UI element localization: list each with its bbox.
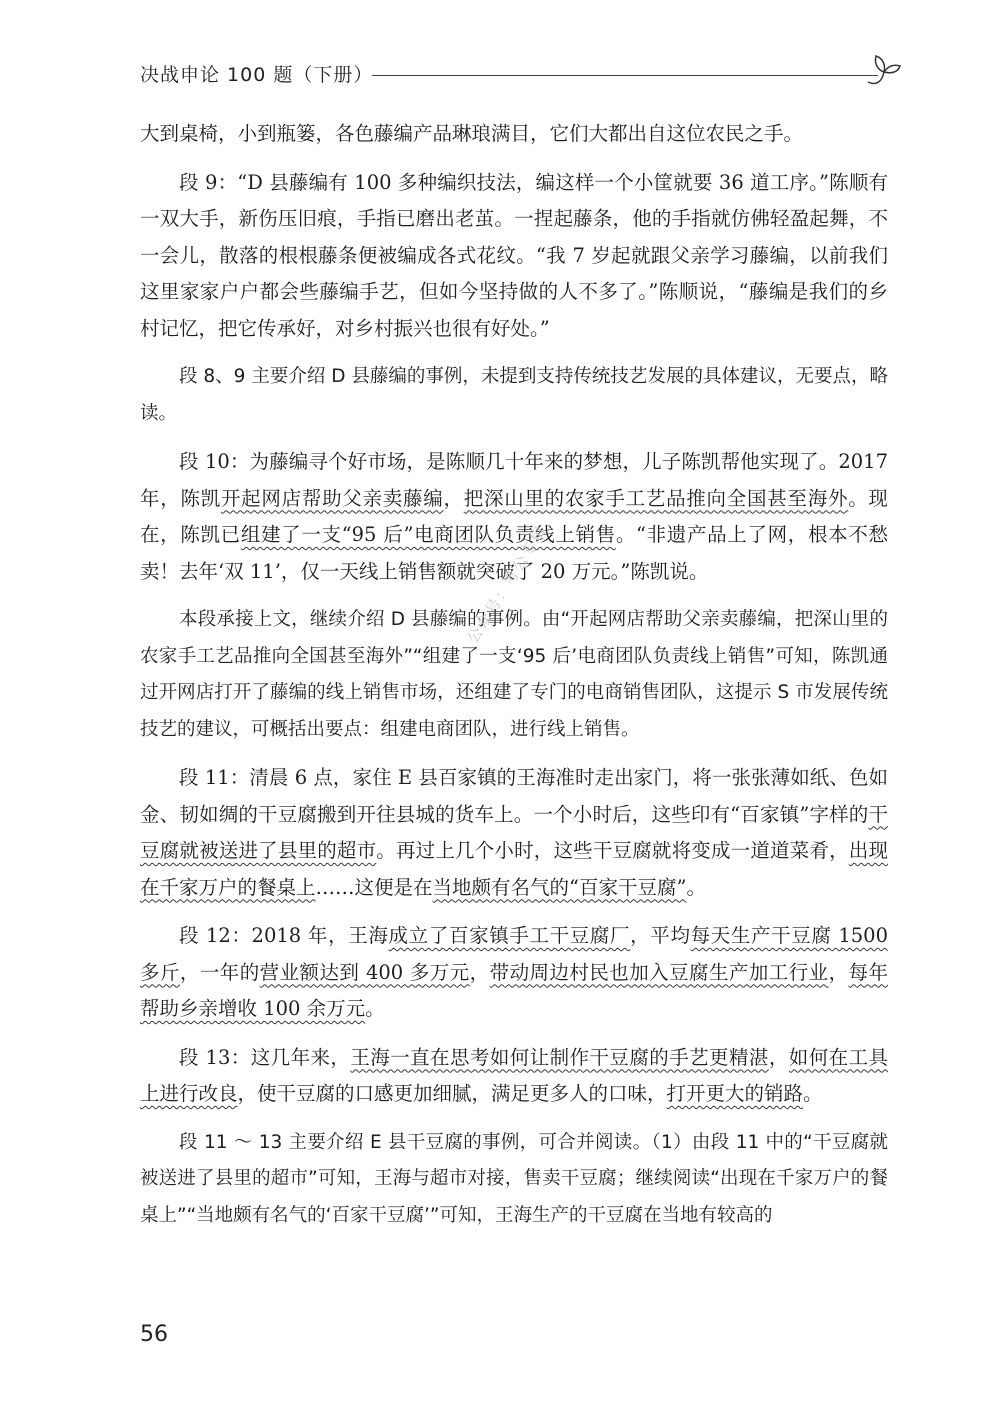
paragraph-13 (140, 1040, 888, 1113)
paragraph-12 (140, 918, 888, 1028)
watermark: 公众号：考公专辑 (463, 521, 552, 647)
analysis-note-8-9: 段 8、9 主要介绍 D 县藤编的事例，未提到支持传统技艺发展的具体建议，无要点，略读。 (140, 366, 888, 424)
text-span: 段 11：清晨 6 点，家住 E 县百家镇的王海准时走出家门，将一张张薄如纸、色如金、韧如绸的干豆腐搬到开往县城的货车上。一个小时后，这些印有“百家镇”字样的 (140, 766, 888, 826)
text-span: 。 (365, 997, 385, 1020)
underlined-phrase: 每年帮助乡亲增收 100 余万元 (140, 960, 888, 1020)
underlined-phrase: 每天生产干豆腐 1500 多斤 (140, 924, 888, 984)
text-span: ，一年的 (179, 960, 260, 984)
underlined-phrase: 带动周边村民也加入豆腐生产加工行业 (489, 960, 829, 984)
underlined-phrase: 干豆腐就被送进了县里的超市 (140, 802, 888, 862)
sprout-icon (864, 52, 902, 88)
page-number: 56 (140, 1322, 168, 1347)
underlined-phrase: 出现在千家万户的餐桌上 (140, 839, 888, 899)
text-span: 段 13：这几年来， (179, 1045, 351, 1069)
paragraph-9: 段 9：“D 县藤编有 100 多种编织技法，编这样一个小筐就要 36 道工序。”陈顺有一双大手，新伤压旧痕，手指已磨出老茧。一捏起藤条，他的手指就仿佛轻盈起舞，不一会儿，散落的根根藤条便被编成各式花纹。“我 7 岁起就跟父亲学习藤编，以前我们这里家家户户都会些藤编手艺，但如今坚持做的人不多了。”陈顺说，“藤编是我们的乡村记忆，把它传承好，对乡村振兴也很有好处。” (140, 170, 888, 340)
text-span: 段 10：为藤编寻个好市场，是陈顺几十年来的梦想，儿子陈凯帮他实现了。2017 年，陈凯 (140, 450, 888, 510)
underlined-phrase: 营业额达到 400 多万元 (259, 960, 470, 984)
paragraph-11 (140, 760, 888, 906)
text-span: ， (828, 960, 849, 984)
book-title: 决战申论 100 题（下册） (140, 64, 374, 86)
text-span: ，平均 (630, 924, 691, 947)
analysis-note-11-13: 段 11 ～ 13 主要介绍 E 县干豆腐的事例，可合并阅读。（1）由段 11 中的“干豆腐就被送进了县里的超市”可知，王海与超市对接，售卖干豆腐；继续阅读“出现在千家万户的餐桌上”“当地颇有名气的‘百家干豆腐’”可知，王海生产的干豆腐在当地有较高的 (140, 1131, 888, 1226)
text-span: 。再过上几个小时，这些干豆腐就将变成一道道菜肴， (376, 839, 849, 862)
underlined-phrase: 打开更大的销路 (666, 1082, 804, 1105)
text-span: ，使干豆腐的口感更加细腻，满足更多人的口味， (237, 1082, 667, 1105)
underlined-phrase: 当地颇有名气的“百家干豆腐” (432, 875, 687, 899)
header-rule (372, 75, 878, 76)
underlined-phrase: 组建了一支“95 后”电商团队负责线上销售 (240, 523, 616, 546)
text-span: 。 (803, 1082, 823, 1105)
text-span: ， (469, 960, 490, 984)
text-span: ， (768, 1045, 789, 1069)
text-span: ……这便是在 (315, 875, 433, 899)
paragraph-continued: 大到桌椅，小到瓶篓，各色藤编产品琳琅满目，它们大都出自这位农民之手。 (140, 122, 804, 145)
text-span: 。 (686, 875, 706, 899)
text-span: 。“非遗产品上了网，根本不愁卖！去年‘双 11’，仅一天线上销售额就突破了 20 万元。”陈凯说。 (140, 523, 888, 583)
analysis-note-10: 本段承接上文，继续介绍 D 县藤编的事例。由“开起网店帮助父亲卖藤编，把深山里的农家手工艺品推向全国甚至海外”“组建了一支‘95 后’电商团队负责线上销售”可知，陈凯通过开网店打开了藤编的线上销售市场，还组建了专门的电商销售团队，这提示 S 市发展传统技艺的建议，可概括出要点：组建电商团队，进行线上销售。 (140, 609, 888, 740)
underlined-phrase: 如何在工具上进行改良 (140, 1045, 888, 1105)
underlined-phrase: 王海一直在思考如何让制作干豆腐的手艺更精湛 (350, 1045, 769, 1069)
underlined-phrase: 成立了百家镇手工干豆腐厂 (388, 924, 631, 947)
underlined-phrase: 开起网店帮助父亲卖藤编 (220, 486, 444, 510)
text-span: 。现在，陈凯已 (140, 486, 888, 546)
running-header (140, 52, 900, 92)
text-span: 段 12：2018 年，王海 (179, 924, 389, 947)
text-span: ， (443, 486, 464, 510)
page-body (140, 116, 888, 1234)
underlined-phrase: 把深山里的农家手工艺品推向全国甚至海外 (463, 486, 849, 510)
